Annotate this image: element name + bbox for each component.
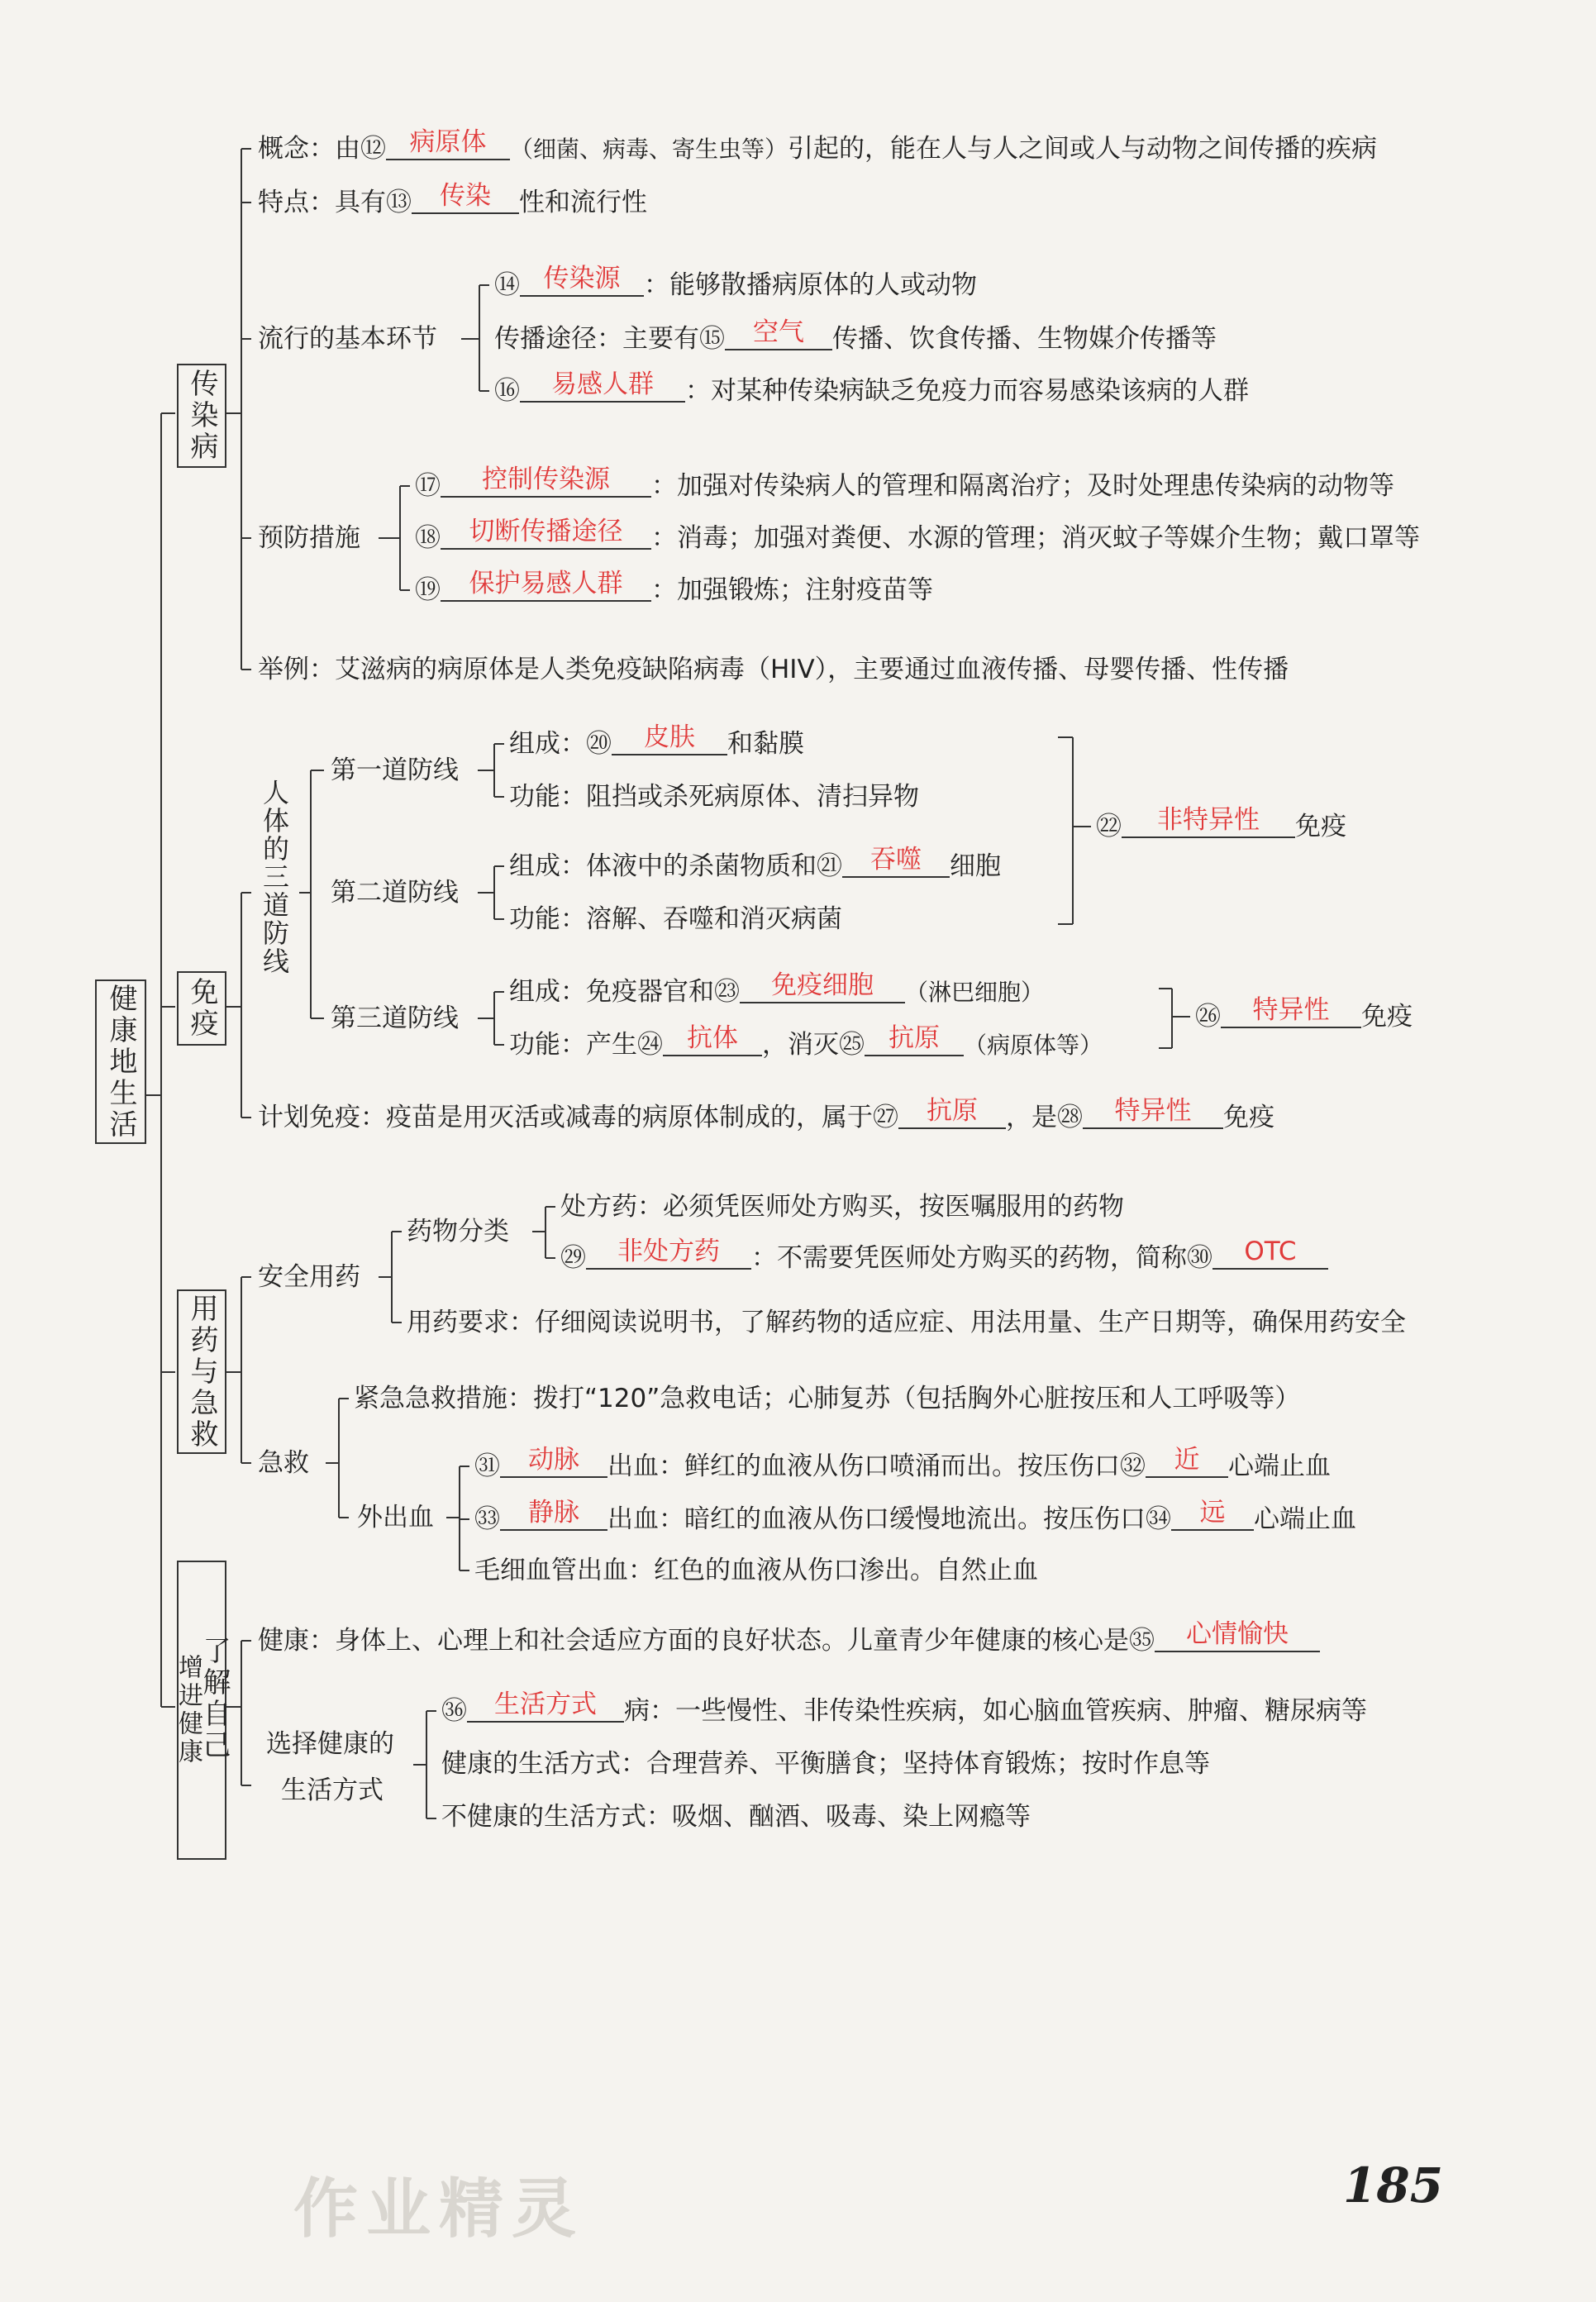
answer-20: 皮肤 — [644, 722, 695, 752]
root-box — [95, 979, 146, 1144]
line3-composition — [509, 970, 1045, 1010]
answer-26: 特异性 — [1252, 995, 1330, 1025]
line2-composition — [509, 845, 1001, 884]
link-16-line — [494, 369, 1249, 409]
blank-23 — [740, 969, 905, 1003]
answer-15: 空气 — [753, 317, 804, 347]
answer-23: 免疫细胞 — [771, 970, 874, 1000]
external-bleeding-label: 外出血 — [357, 1503, 434, 1532]
blank-29 — [586, 1235, 751, 1270]
blank-17 — [441, 463, 651, 498]
link-16-text: ：对某种传染病缺乏免疫力而容易感染该病的人群 — [685, 376, 1249, 406]
answer-12: 病原体 — [409, 127, 487, 157]
blank-15 — [725, 316, 832, 350]
num-17: ⑰ — [415, 471, 441, 501]
answer-28: 特异性 — [1114, 1096, 1192, 1126]
blank-33 — [500, 1496, 607, 1531]
link-label: 流行的基本环节 — [258, 324, 437, 354]
concept-line — [258, 127, 1378, 167]
num-26: ㉖ — [1195, 1002, 1221, 1032]
category-immunity-label: 免疫 — [185, 977, 218, 1040]
blank-35 — [1155, 1618, 1320, 1652]
prevention-17-line — [415, 465, 1394, 504]
line3-func-prefix: 功能：产生㉔ — [509, 1030, 663, 1060]
line1-label: 第一道防线 — [331, 755, 459, 785]
link-14-text: ：能够散播病原体的人或动物 — [644, 270, 977, 300]
feature-suffix: 性和流行性 — [519, 188, 647, 217]
planned-immunity-line — [258, 1096, 1274, 1136]
root-label: 健康地生活 — [104, 983, 137, 1141]
answer-25: 抗原 — [889, 1023, 940, 1053]
bleeding-33-text: 出血：暗红的血液从伤口缓慢地流出。按压伤口㉞ — [607, 1504, 1171, 1534]
blank-32 — [1146, 1443, 1228, 1478]
planned-prefix: 计划免疫：疫苗是用灭活或减毒的病原体制成的，属于㉗ — [258, 1103, 898, 1132]
prevention-19-line — [415, 569, 933, 608]
prevention-label: 预防措施 — [258, 523, 360, 553]
num-31: ㉛ — [474, 1451, 500, 1481]
blank-25 — [865, 1022, 964, 1056]
category-medication-label: 用药与急救 — [185, 1293, 218, 1451]
answer-13: 传染 — [440, 181, 491, 211]
bleeding-34-suffix: 心端止血 — [1254, 1504, 1356, 1534]
blank-26 — [1221, 994, 1361, 1028]
link-14-line — [494, 264, 977, 303]
prevention-18-text: ：消毒；加强对粪便、水源的管理；消灭蚊子等媒介生物；戴口罩等 — [651, 523, 1420, 553]
planned-suffix: 免疫 — [1223, 1103, 1274, 1132]
answer-22: 非特异性 — [1157, 805, 1260, 835]
blank-16 — [520, 368, 685, 403]
category-know-label: 了解自己 — [198, 1636, 231, 1761]
three-lines-label: 人体的三道防线 — [259, 779, 290, 975]
num-29: ㉙ — [560, 1243, 586, 1273]
prevention-18-line — [415, 517, 1420, 556]
answer-31: 动脉 — [528, 1445, 579, 1475]
line1-composition — [509, 722, 804, 762]
answer-30: OTC — [1244, 1237, 1297, 1266]
medication-requirement: 用药要求：仔细阅读说明书，了解药物的适应症、用法用量、生产日期等，确保用药安全 — [407, 1308, 1406, 1337]
answer-29: 非处方药 — [617, 1237, 720, 1266]
choose-label-1: 选择健康的 — [266, 1729, 394, 1759]
line1-function: 功能：阻挡或杀死病原体、清扫异物 — [509, 782, 919, 812]
link-15-prefix: 传播途径：主要有⑮ — [494, 324, 725, 354]
line3-func-mid: ，消灭㉕ — [762, 1030, 865, 1060]
answer-22-suffix: 免疫 — [1295, 812, 1346, 841]
blank-21 — [842, 843, 950, 878]
line2-comp-prefix: 组成：体液中的杀菌物质和㉑ — [509, 851, 842, 881]
num-14: ⑭ — [494, 270, 520, 300]
otc-text: ：不需要凭医师处方购买的药物，简称㉚ — [751, 1243, 1212, 1273]
blank-13 — [412, 179, 519, 214]
line1-comp-prefix: 组成：⑳ — [509, 729, 612, 759]
answer-14: 传染源 — [543, 264, 621, 293]
bleeding-32-suffix: 心端止血 — [1228, 1451, 1331, 1481]
category-promote-label: 增进健康 — [174, 1654, 202, 1766]
category-medication-first-aid — [177, 1289, 226, 1454]
answer-22-line — [1096, 805, 1346, 845]
answer-36: 生活方式 — [494, 1690, 597, 1719]
blank-31 — [500, 1443, 607, 1478]
bleeding-31-line — [474, 1445, 1331, 1485]
blank-30 — [1212, 1235, 1328, 1270]
capillary-line: 毛细血管出血：红色的血液从伤口渗出。自然止血 — [474, 1556, 1038, 1585]
answer-24: 抗体 — [687, 1023, 738, 1053]
line1-comp-suffix: 和黏膜 — [727, 729, 804, 759]
blank-19 — [441, 567, 651, 602]
lifestyle-36-text: 病：一些慢性、非传染性疾病，如心脑血管疾病、肿瘤、糖尿病等 — [624, 1696, 1367, 1726]
category-infectious-label: 传染病 — [185, 369, 218, 463]
answer-26-line — [1195, 995, 1413, 1035]
blank-27 — [898, 1094, 1006, 1129]
category-know-yourself — [174, 1561, 231, 1860]
prevention-17-text: ：加强对传染病人的管理和隔离治疗；及时处理患传染病的动物等 — [651, 471, 1394, 501]
answer-34: 远 — [1199, 1498, 1226, 1528]
num-18: ⑱ — [415, 523, 441, 553]
concept-prefix: 概念：由⑫ — [258, 134, 386, 164]
healthy-lifestyle: 健康的生活方式：合理营养、平衡膳食；坚持体育锻炼；按时作息等 — [441, 1749, 1210, 1779]
health-line — [258, 1619, 1320, 1659]
safe-medication-label: 安全用药 — [258, 1262, 360, 1292]
blank-24 — [663, 1022, 762, 1056]
line3-label: 第三道防线 — [331, 1003, 459, 1033]
num-16: ⑯ — [494, 376, 520, 406]
concept-mid: （细菌、病毒、寄生虫等） — [510, 136, 788, 163]
line2-function: 功能：溶解、吞噬和消灭病菌 — [509, 904, 842, 934]
num-19: ⑲ — [415, 575, 441, 605]
first-aid-label: 急救 — [258, 1448, 309, 1478]
blank-36 — [467, 1688, 624, 1723]
rx-line: 处方药：必须凭医师处方购买，按医嘱服用的药物 — [560, 1192, 1124, 1222]
line2-label: 第二道防线 — [331, 878, 459, 908]
lifestyle-36-line — [441, 1690, 1367, 1729]
choose-label-2: 生活方式 — [281, 1775, 384, 1805]
drug-class-label: 药物分类 — [407, 1217, 509, 1246]
blank-12 — [386, 126, 510, 160]
watermark: 作业精灵 — [293, 2172, 585, 2247]
unhealthy-lifestyle: 不健康的生活方式：吸烟、酗酒、吸毒、染上网瘾等 — [441, 1802, 1031, 1832]
bleeding-31-text: 出血：鲜红的血液从伤口喷涌而出。按压伤口㉜ — [607, 1451, 1146, 1481]
page-number: 185 — [1343, 2157, 1444, 2214]
category-immunity — [177, 971, 226, 1046]
otc-line — [560, 1237, 1328, 1276]
answer-16: 易感人群 — [551, 369, 654, 399]
category-infectious-disease — [177, 364, 226, 468]
line3-comp-prefix: 组成：免疫器官和㉓ — [509, 977, 740, 1007]
num-36: ㊱ — [441, 1696, 467, 1726]
feature-prefix: 特点：具有⑬ — [258, 188, 412, 217]
num-33: ㉝ — [474, 1504, 500, 1534]
blank-22 — [1122, 803, 1295, 838]
blank-28 — [1083, 1094, 1223, 1129]
concept-suffix: 引起的，能在人与人之间或人与动物之间传播的疾病 — [788, 134, 1378, 164]
answer-18: 切断传播途径 — [469, 517, 623, 546]
answer-19: 保护易感人群 — [469, 569, 623, 598]
line3-func-suffix: （病原体等） — [964, 1032, 1103, 1059]
answer-26-suffix: 免疫 — [1361, 1002, 1413, 1032]
answer-33: 静脉 — [528, 1498, 579, 1528]
planned-mid: ，是㉘ — [1006, 1103, 1083, 1132]
feature-line — [258, 181, 647, 221]
blank-20 — [612, 721, 727, 755]
example-line: 举例：艾滋病的病原体是人类免疫缺陷病毒（HIV），主要通过血液传播、母婴传播、性传播 — [258, 655, 1289, 684]
prevention-19-text: ：加强锻炼；注射疫苗等 — [651, 575, 933, 605]
answer-27: 抗原 — [927, 1096, 978, 1126]
answer-32: 近 — [1174, 1445, 1200, 1475]
line3-function — [509, 1023, 1103, 1063]
health-prefix: 健康：身体上、心理上和社会适应方面的良好状态。儿童青少年健康的核心是㉟ — [258, 1626, 1155, 1656]
blank-18 — [441, 515, 651, 550]
line2-comp-suffix: 细胞 — [950, 851, 1001, 881]
answer-21: 吞噬 — [870, 845, 922, 875]
bleeding-33-line — [474, 1498, 1356, 1537]
link-15-text: 传播、饮食传播、生物媒介传播等 — [832, 324, 1217, 354]
blank-34 — [1171, 1496, 1254, 1531]
line3-comp-suffix: （淋巴细胞） — [905, 979, 1045, 1006]
answer-35: 心情愉快 — [1186, 1619, 1289, 1649]
emergency-line: 紧急急救措施：拨打“120”急救电话；心肺复苏（包括胸外心脏按压和人工呼吸等） — [354, 1384, 1301, 1413]
answer-17: 控制传染源 — [482, 465, 610, 494]
num-22: ㉒ — [1096, 812, 1122, 841]
link-15-line — [494, 317, 1217, 357]
blank-14 — [520, 262, 644, 297]
